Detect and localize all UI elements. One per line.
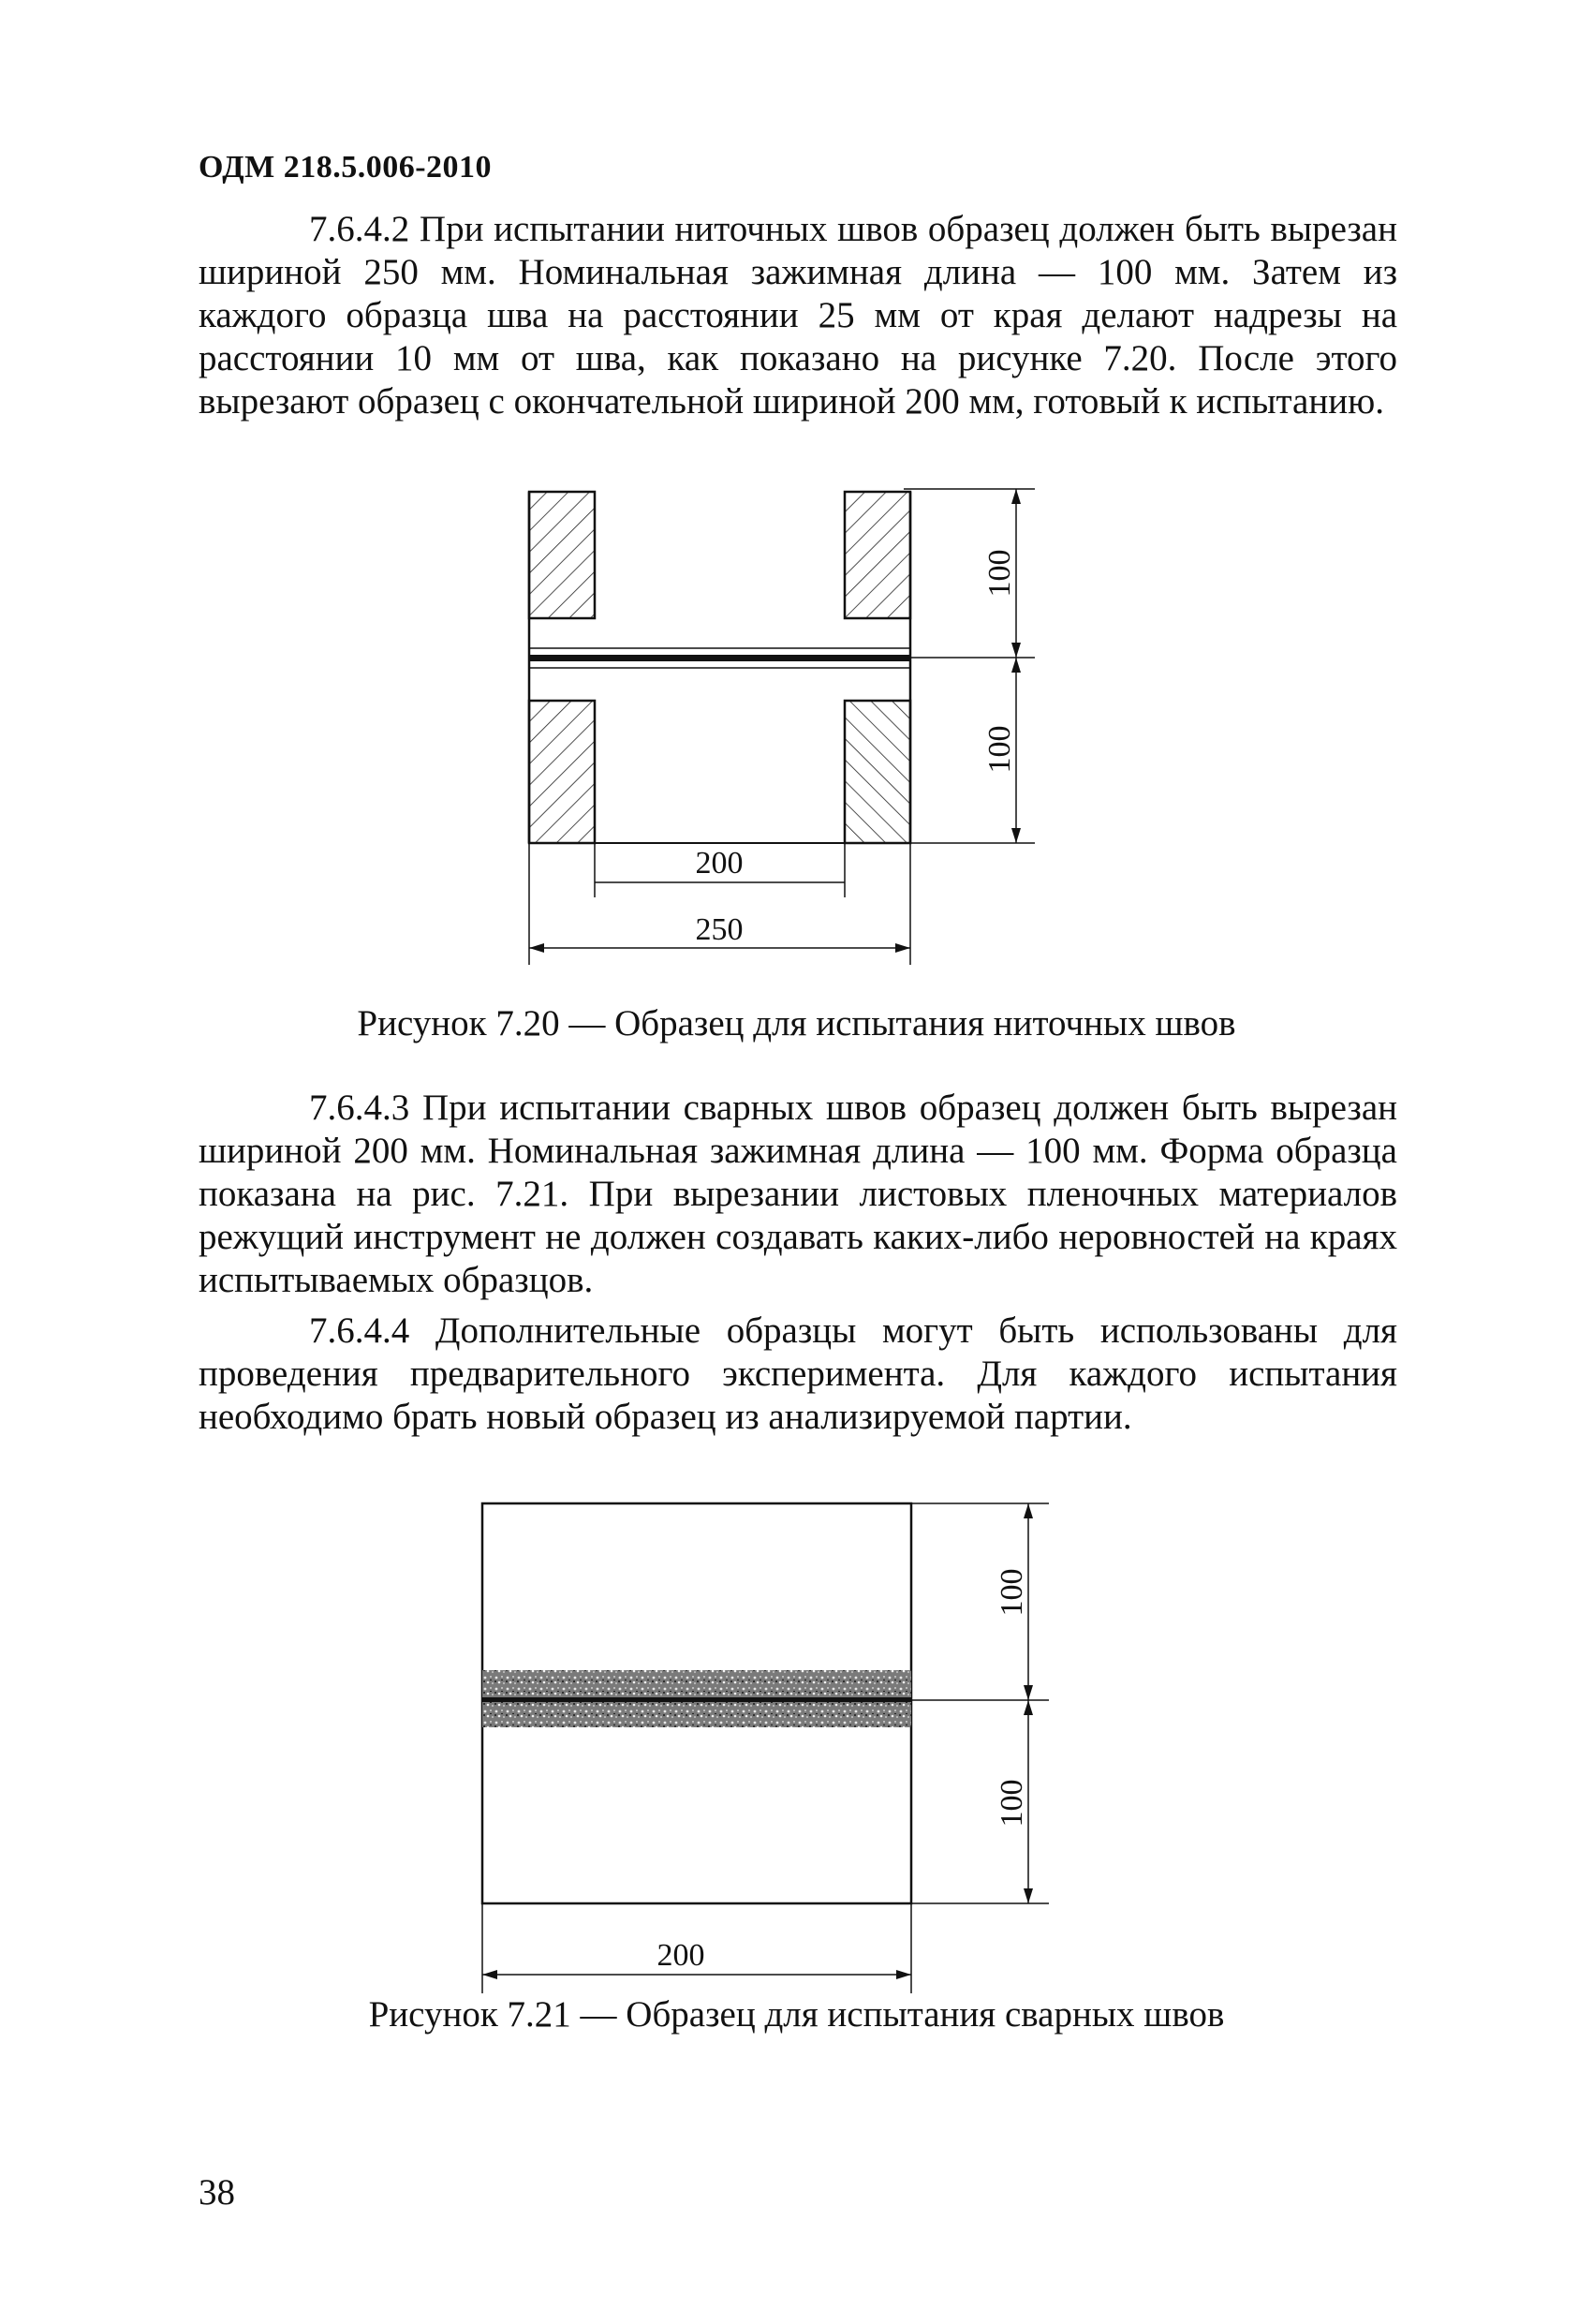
weld-dimension-label-top-height: 100	[995, 1568, 1029, 1617]
clamp-top-left	[529, 492, 595, 618]
weld-seam-line	[482, 1697, 911, 1702]
paragraph-7-6-4-4-text: 7.6.4.4 Дополнительные образцы могут быть использованы для проведения предварительного эксперимента. Для каждого испытания необходимо брать новый образец из анализируемой партии.	[199, 1310, 1397, 1437]
figure-7-21	[482, 1503, 1049, 1993]
figure-7-21-caption: Рисунок 7.21 — Образец для испытания сварных швов	[368, 1994, 1225, 2035]
paragraph-7-6-4-4	[199, 1310, 1397, 1439]
weld-zone-lower	[482, 1702, 911, 1727]
weld-dimension-label-bottom-height: 100	[995, 1779, 1029, 1828]
seam-line	[529, 655, 910, 661]
clamp-bottom-left	[529, 701, 595, 843]
clamp-top-right	[845, 492, 910, 618]
dimension-label-inner-width: 200	[695, 846, 744, 881]
paragraph-7-6-4-3-text: 7.6.4.3 При испытании сварных швов образец должен быть вырезан шириной 200 мм. Номинальная зажимная длина — 100 мм. Форма образца показана на рис. 7.21. При вырезании листовых пленочных материалов режущий инструмент не должен создавать каких-либо неровностей на краях испытываемых образцов.	[199, 1088, 1397, 1300]
document-code: ОДМ 218.5.006-2010	[199, 150, 493, 185]
weld-zone-upper	[482, 1670, 911, 1697]
dimension-label-outer-width: 250	[695, 912, 744, 947]
paragraph-7-6-4-2-text: 7.6.4.2 При испытании ниточных швов образец должен быть вырезан шириной 250 мм. Номинальная зажимная длина — 100 мм. Затем из каждого образца шва на расстоянии 25 мм от края делают надрезы на расстоянии 10 мм от шва, как показано на рисунке 7.20. После этого вырезают образец с окончательной шириной 200 мм, готовый к испытанию.	[199, 209, 1397, 422]
figure-7-20-caption: Рисунок 7.20 — Образец для испытания ниточных швов	[357, 1003, 1236, 1044]
page-number: 38	[199, 2172, 235, 2213]
weld-dimension-label-width: 200	[656, 1938, 705, 1973]
dimension-label-top-height: 100	[982, 549, 1017, 598]
paragraph-7-6-4-3	[199, 1087, 1397, 1302]
dimension-label-bottom-height: 100	[982, 725, 1017, 774]
clamp-bottom-right	[845, 701, 910, 843]
